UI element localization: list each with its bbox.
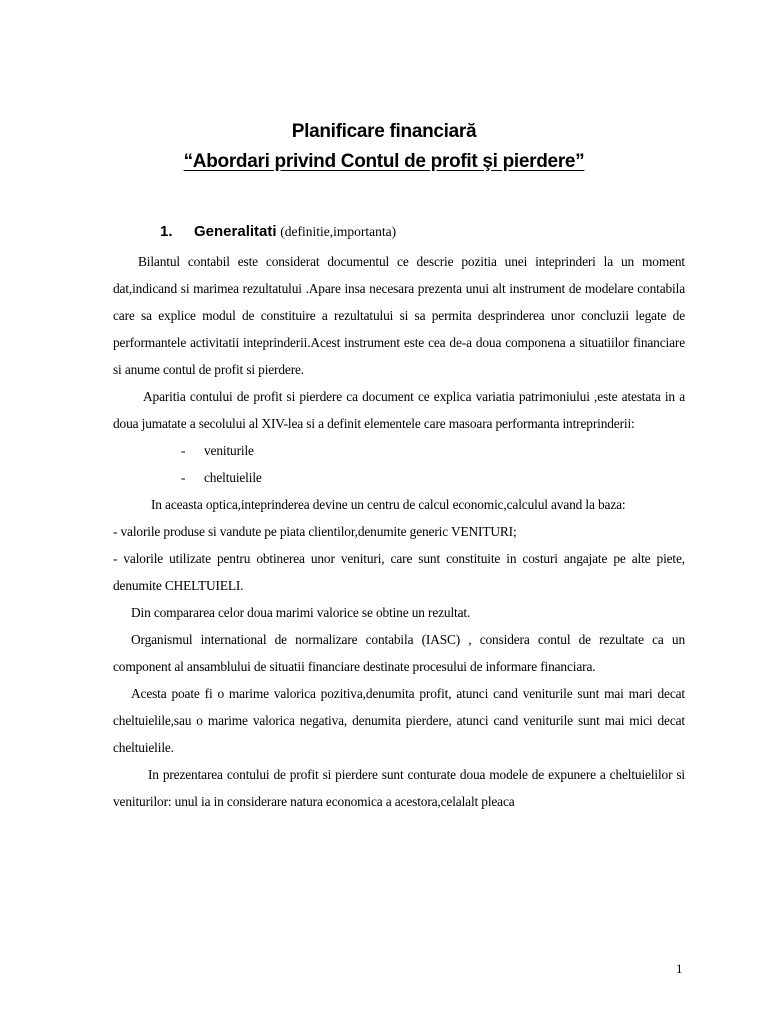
section-heading bbox=[160, 222, 396, 242]
document-title: Planificare financiară bbox=[291, 121, 477, 142]
page-number: 1 bbox=[676, 961, 683, 976]
list-item bbox=[113, 464, 685, 491]
paragraph-5: - valorile utilizate pentru obtinerea unor venituri, care sunt constituite in costuri angajate pe alte piete, denumite CHELTUIELI. bbox=[113, 551, 685, 593]
bullet-dash: - bbox=[181, 470, 186, 485]
section-title: Generalitati bbox=[194, 223, 277, 240]
paragraph-2: Aparitia contului de profit si pierdere ca document ce explica variatia patrimoniului ,este atestata in a doua jumatate a secolului al XIV-lea si a definit elementele care masoara performanta intreprinderii: bbox=[113, 389, 685, 431]
document-body bbox=[113, 248, 685, 815]
paragraph-4: - valorile produse si vandute pe piata clientilor,denumite generic VENITURI; bbox=[113, 524, 517, 539]
paragraph-1: Bilantul contabil este considerat documentul ce descrie pozitia unei inteprinderi la un moment dat,indicand si marimea rezultatului .Apare insa necesara prezenta unui alt instrument de modelare contabila care sa explice modul de constituire a rezultatului si sa permita desprinderea unor concluzii legate de performantele activitatii inteprinderii.Acest instrument este cea de-a doua componena a situatiilor financiare si anume contul de profit si pierdere. bbox=[113, 254, 685, 377]
section-note: (definitie,importanta) bbox=[280, 224, 397, 239]
paragraph-8: Acesta poate fi o marime valorica pozitiva,denumita profit, atunci cand veniturile sunt mai mari decat cheltuielile,sau o marime valorica negativa, denumita pierdere, atunci cand veniturile sunt mai mici decat cheltuielile. bbox=[113, 686, 685, 755]
document-subtitle bbox=[0, 150, 768, 174]
list-item-text: veniturile bbox=[204, 443, 254, 458]
list-item-text: cheltuielile bbox=[204, 470, 262, 485]
bullet-dash: - bbox=[181, 443, 186, 458]
section-number: 1. bbox=[160, 223, 173, 240]
paragraph-9: In prezentarea contului de profit si pierdere sunt conturate doua modele de expunere a cheltuielilor si veniturilor: unul ia in considerare natura economica a acestora,celalalt pleaca bbox=[113, 767, 685, 809]
document-subtitle-text: “Abordari privind Contul de profit şi pierdere” bbox=[183, 151, 585, 172]
list-item bbox=[113, 437, 685, 464]
paragraph-6: Din compararea celor doua marimi valorice se obtine un rezultat. bbox=[131, 605, 471, 620]
paragraph-3: In aceasta optica,inteprinderea devine un centru de calcul economic,calculul avand la baza: bbox=[151, 497, 626, 512]
paragraph-7: Organismul international de normalizare contabila (IASC) , considera contul de rezultate ca un component al ansamblului de situatii financiare destinate procesului de informare financiara. bbox=[113, 632, 685, 674]
